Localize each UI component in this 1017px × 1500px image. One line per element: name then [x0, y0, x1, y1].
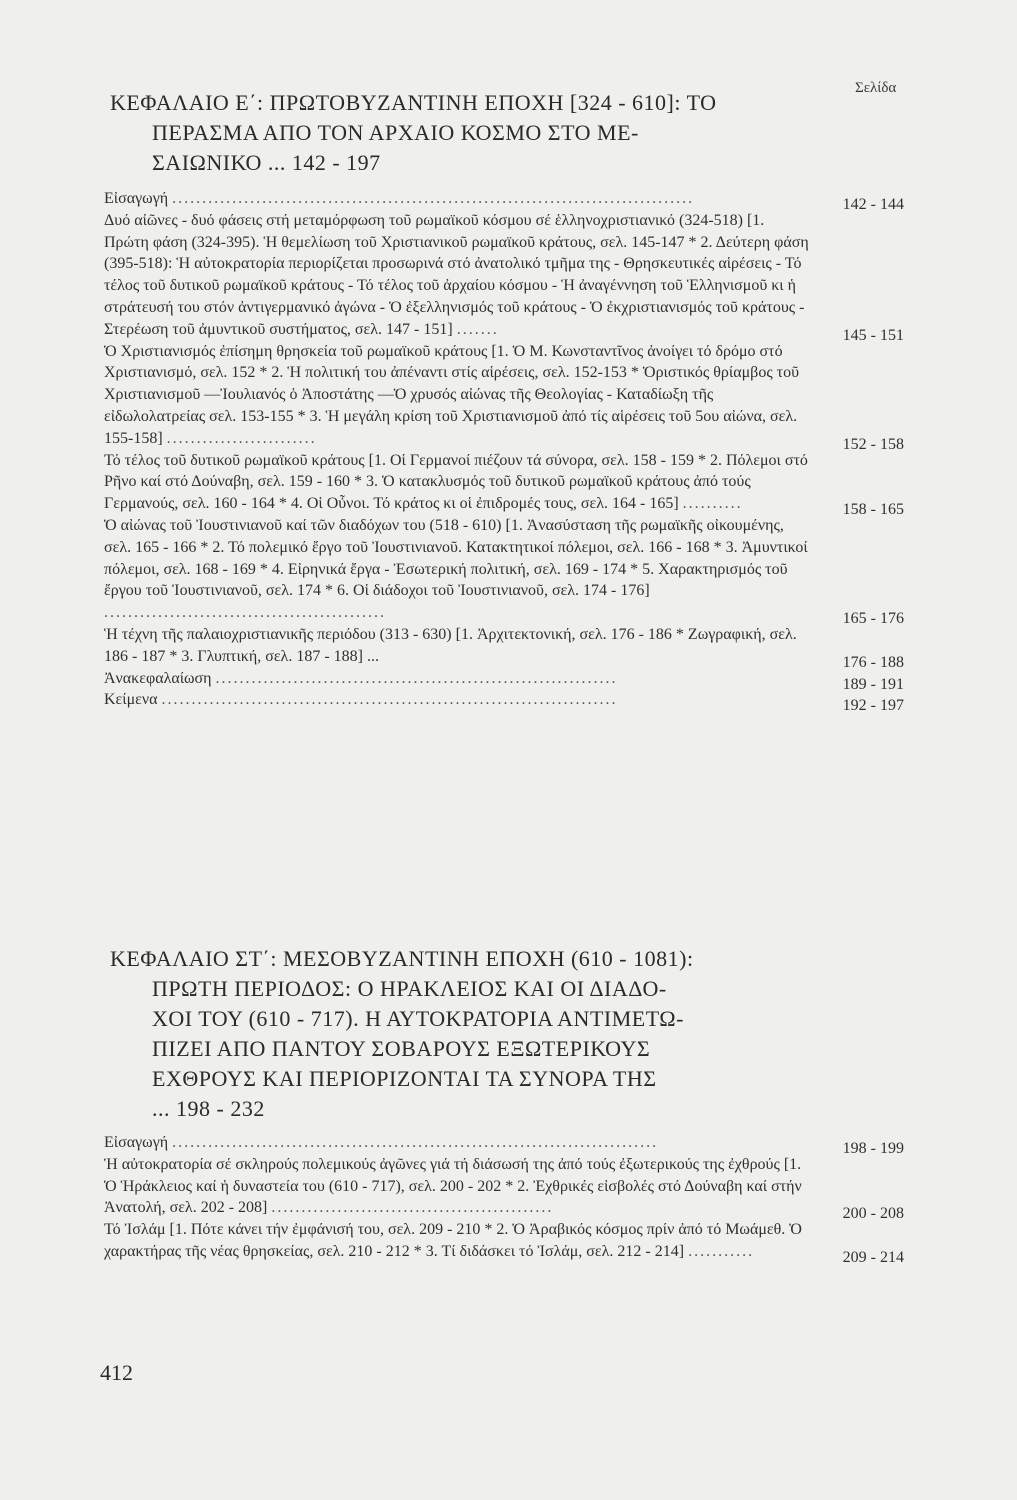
leader-dots: ............................................... — [271, 1199, 554, 1217]
toc-entry-text: Δυό αἰῶνες - δυό φάσεις στή μεταμόρφωση τοῦ ρωμαϊκοῦ κόσμου σέ ἑλληνοχριστιανικό (324-518) [1. Πρώτη φάση (324-395). Ἡ θεμελίωση τοῦ Χριστιανικοῦ ρωμαϊκοῦ κράτους, σελ. 145-147 * 2. Δεύτερη φάση (395-518): Ἡ αὐτοκρατορία περιορίζεται προσωρινά στό ἀνατολικό τμῆμα της - Θρησκευτικές αἱρέσεις - Τό τέλος τοῦ δυτικοῦ ρωμαϊκοῦ κράτους - Τό τέλος τοῦ ἀρχαίου κόσμου - Ἡ ἀναγέννηση τοῦ Ἑλληνισμοῦ κι ἡ στράτευσή του στόν ἀντιγερμανικό ἀγώνα - Ὁ ἐξελληνισμός τοῦ κράτους - Ὁ ἐκχριστιανισμός τοῦ κράτους - Στερέωση τοῦ ἀμυντικοῦ συστήματος, σελ. 147 - 151] — [104, 211, 809, 338]
toc-entry-pages: 198 - 199 — [842, 1140, 904, 1157]
toc-entry — [104, 1132, 904, 1157]
toc-entry-text: Τό Ἰσλάμ [1. Πότε κάνει τήν ἐμφάνισή του, σελ. 209 - 210 * 2. Ὁ Ἀραβικός κόσμος πρίν ἀπό τό Μωάμεθ. Ὁ χαρακτήρας τῆς νέας θρησκείας, σελ. 210 - 212 * 3. Τί διδάσκει τό Ἰσλάμ, σελ. 212 - 214] — [104, 1221, 802, 1260]
toc-entry-pages: 142 - 144 — [842, 196, 904, 213]
toc-entry-pages: 176 - 188 — [842, 653, 904, 671]
toc-entry — [104, 515, 904, 628]
toc-entry — [104, 210, 904, 344]
toc-entry-pages: 145 - 151 — [842, 326, 904, 344]
leader-dots: ....... — [456, 320, 499, 338]
chapter-6-heading-line-3: ΧΟΙ ΤΟΥ (610 - 717). Η ΑΥΤΟΚΡΑΤΟΡΙΑ ΑΝΤΙΜΕΤΩ- — [152, 1006, 684, 1031]
toc-entry — [104, 188, 904, 213]
chapter-6-heading — [110, 944, 825, 1124]
leader-dots: ........... — [688, 1242, 755, 1260]
toc-entry-pages: 192 - 197 — [842, 697, 904, 715]
chapter-5-heading-line-3: ΣΑΙΩΝΙΚΟ ... 142 - 197 — [152, 150, 381, 175]
chapter-5-entries — [104, 188, 904, 715]
toc-entry-text: Ἡ τέχνη τῆς παλαιοχριστιανικῆς περιόδου (313 - 630) [1. Ἀρχιτεκτονική, σελ. 176 - 186 * Ζωγραφική, σελ. 186 - 187 * 3. Γλυπτική, σελ. 187 - 188] ... — [104, 625, 797, 665]
page-column-label: Σελίδα — [855, 80, 897, 96]
chapter-6-heading-line-1: ΚΕΦΑΛΑΙΟ ΣΤ΄: ΜΕΣΟΒΥΖΑΝΤΙΝΗ ΕΠΟΧΗ (610 - 1081): — [110, 946, 694, 971]
toc-entry-text: Ὁ Χριστιανισμός ἐπίσημη θρησκεία τοῦ ρωμαϊκοῦ κράτους [1. Ὁ Μ. Κωνσταντῖνος ἀνοίγει τό δρόμο στό Χριστιανισμό, σελ. 152 * 2. Ἡ πολιτική του ἀπέναντι στίς αἱρέσεις, σελ. 152-153 * Ὁριστικός θρίαμβος τοῦ Χριστιανισμοῦ —Ἰουλιανός ὁ Ἀποστάτης —Ὁ χρυσός αἰώνας τῆς Θεολογίας - Καταδίωξη τῆς εἰδωλολατρείας σελ. 153-155 * 3. Ἡ μεγάλη κρίση τοῦ Χριστιανισμοῦ ἀπό τίς αἱρέσεις τοῦ 5ου αἰώνα, σελ. 155-158] — [104, 342, 799, 447]
toc-entry — [104, 668, 904, 693]
leader-dots: ................................................................... — [215, 669, 618, 687]
toc-entry-pages: 200 - 208 — [842, 1205, 904, 1223]
toc-entry-pages: 152 - 158 — [842, 435, 904, 453]
toc-entry — [104, 624, 904, 671]
toc-entry-text: Εἰσαγωγή — [104, 190, 169, 207]
chapter-6-heading-line-6: ... 198 - 232 — [152, 1096, 265, 1121]
toc-entry-text: Τό τέλος τοῦ δυτικοῦ ρωμαϊκοῦ κράτους [1. Οἱ Γερμανοί πιέζουν τά σύνορα, σελ. 158 - 159 * 2. Πόλεμοι στό Ρῆνο καί στό Δούναβη, σελ. 159 - 160 * 3. Ὁ κατακλυσμός τοῦ δυτικοῦ ρωμαϊκοῦ κράτους ἀπό τούς Γερμανούς, σελ. 160 - 164 * 4. Οἱ Οὖνοι. Τό κράτος κι οἱ ἐπιδρομές τους, σελ. 164 - 165] — [104, 451, 808, 513]
toc-entry — [104, 341, 904, 453]
chapter-6-entries — [104, 1132, 904, 1266]
toc-entry-text: Εἰσαγωγή — [104, 1134, 169, 1151]
chapter-5-heading-line-1: ΚΕΦΑΛΑΙΟ Ε΄: ΠΡΩΤΟΒΥΖΑΝΤΙΝΗ ΕΠΟΧΗ [324 - 610]: ΤΟ — [110, 90, 717, 115]
toc-entry-text: Κείμενα — [104, 691, 158, 709]
leader-dots: ............................................... — [104, 604, 386, 622]
chapter-5-heading — [110, 88, 830, 178]
leader-dots: ......................... — [166, 429, 317, 447]
leader-dots: .......... — [682, 495, 743, 513]
toc-entry — [104, 450, 904, 519]
chapter-6-heading-line-5: ΕΧΘΡΟΥΣ ΚΑΙ ΠΕΡΙΟΡΙΖΟΝΤΑΙ ΤΑ ΣΥΝΟΡΑ ΤΗΣ — [152, 1066, 657, 1091]
toc-entry-pages: 189 - 191 — [842, 675, 904, 693]
toc-entry — [104, 1154, 904, 1223]
chapter-6-heading-line-2: ΠΡΩΤΗ ΠΕΡΙΟΔΟΣ: Ο ΗΡΑΚΛΕΙΟΣ ΚΑΙ ΟΙ ΔΙΑΔΟ- — [152, 976, 667, 1001]
chapter-5-heading-line-2: ΠΕΡΑΣΜΑ ΑΠΟ ΤΟΝ ΑΡΧΑΙΟ ΚΟΣΜΟ ΣΤΟ ΜΕ- — [152, 120, 639, 145]
toc-entry — [104, 1219, 904, 1266]
toc-entry-pages: 165 - 176 — [842, 610, 904, 628]
toc-entry-text: Ὁ αἰώνας τοῦ Ἰουστινιανοῦ καί τῶν διαδόχων του (518 - 610) [1. Ἀνασύσταση τῆς ρωμαϊκῆς οἰκουμένης, σελ. 165 - 166 * 2. Τό πολεμικό ἔργο τοῦ Ἰουστινιανοῦ. Κατακτητικοί πόλεμοι, σελ. 166 - 168 * 3. Ἀμυντικοί πόλεμοι, σελ. 168 - 169 * 4. Εἰρηνικά ἔργα - Ἐσωτερική πολιτική, σελ. 169 - 174 * 5. Χαρακτηρισμός τοῦ ἔργου τοῦ Ἰουστινιανοῦ, σελ. 174 * 6. Οἱ διάδοχοι τοῦ Ἰουστινιανοῦ, σελ. 174 - 176] — [104, 516, 808, 600]
leader-dots: ................................................................................. — [172, 1134, 659, 1151]
toc-entry — [104, 689, 904, 715]
chapter-6-heading-line-4: ΠΙΖΕΙ ΑΠΟ ΠΑΝΤΟΥ ΣΟΒΑΡΟΥΣ ΕΞΩΤΕΡΙΚΟΥΣ — [152, 1036, 651, 1061]
page-number: 412 — [100, 1360, 133, 1385]
toc-entry-pages: 209 - 214 — [842, 1248, 904, 1266]
toc-entry-pages: 158 - 165 — [842, 501, 904, 519]
toc-entry-text: Ἡ αὐτοκρατορία σέ σκληρούς πολεμικούς ἀγῶνες γιά τή διάσωσή της ἀπό τούς ἐξωτερικούς της ἐχθρούς [1. Ὁ Ἡράκλειος καί ἡ δυναστεία του (610 - 717), σελ. 200 - 202 * 2. Ἐχθρικές εἰσβολές στό Δούναβη καί στήν Ἀνατολή, σελ. 202 - 208] — [104, 1155, 802, 1217]
toc-entry-text: Ἀνακεφαλαίωση — [104, 669, 212, 687]
leader-dots: ............................................................................ — [161, 691, 618, 709]
leader-dots: ....................................................................................... — [172, 190, 695, 207]
